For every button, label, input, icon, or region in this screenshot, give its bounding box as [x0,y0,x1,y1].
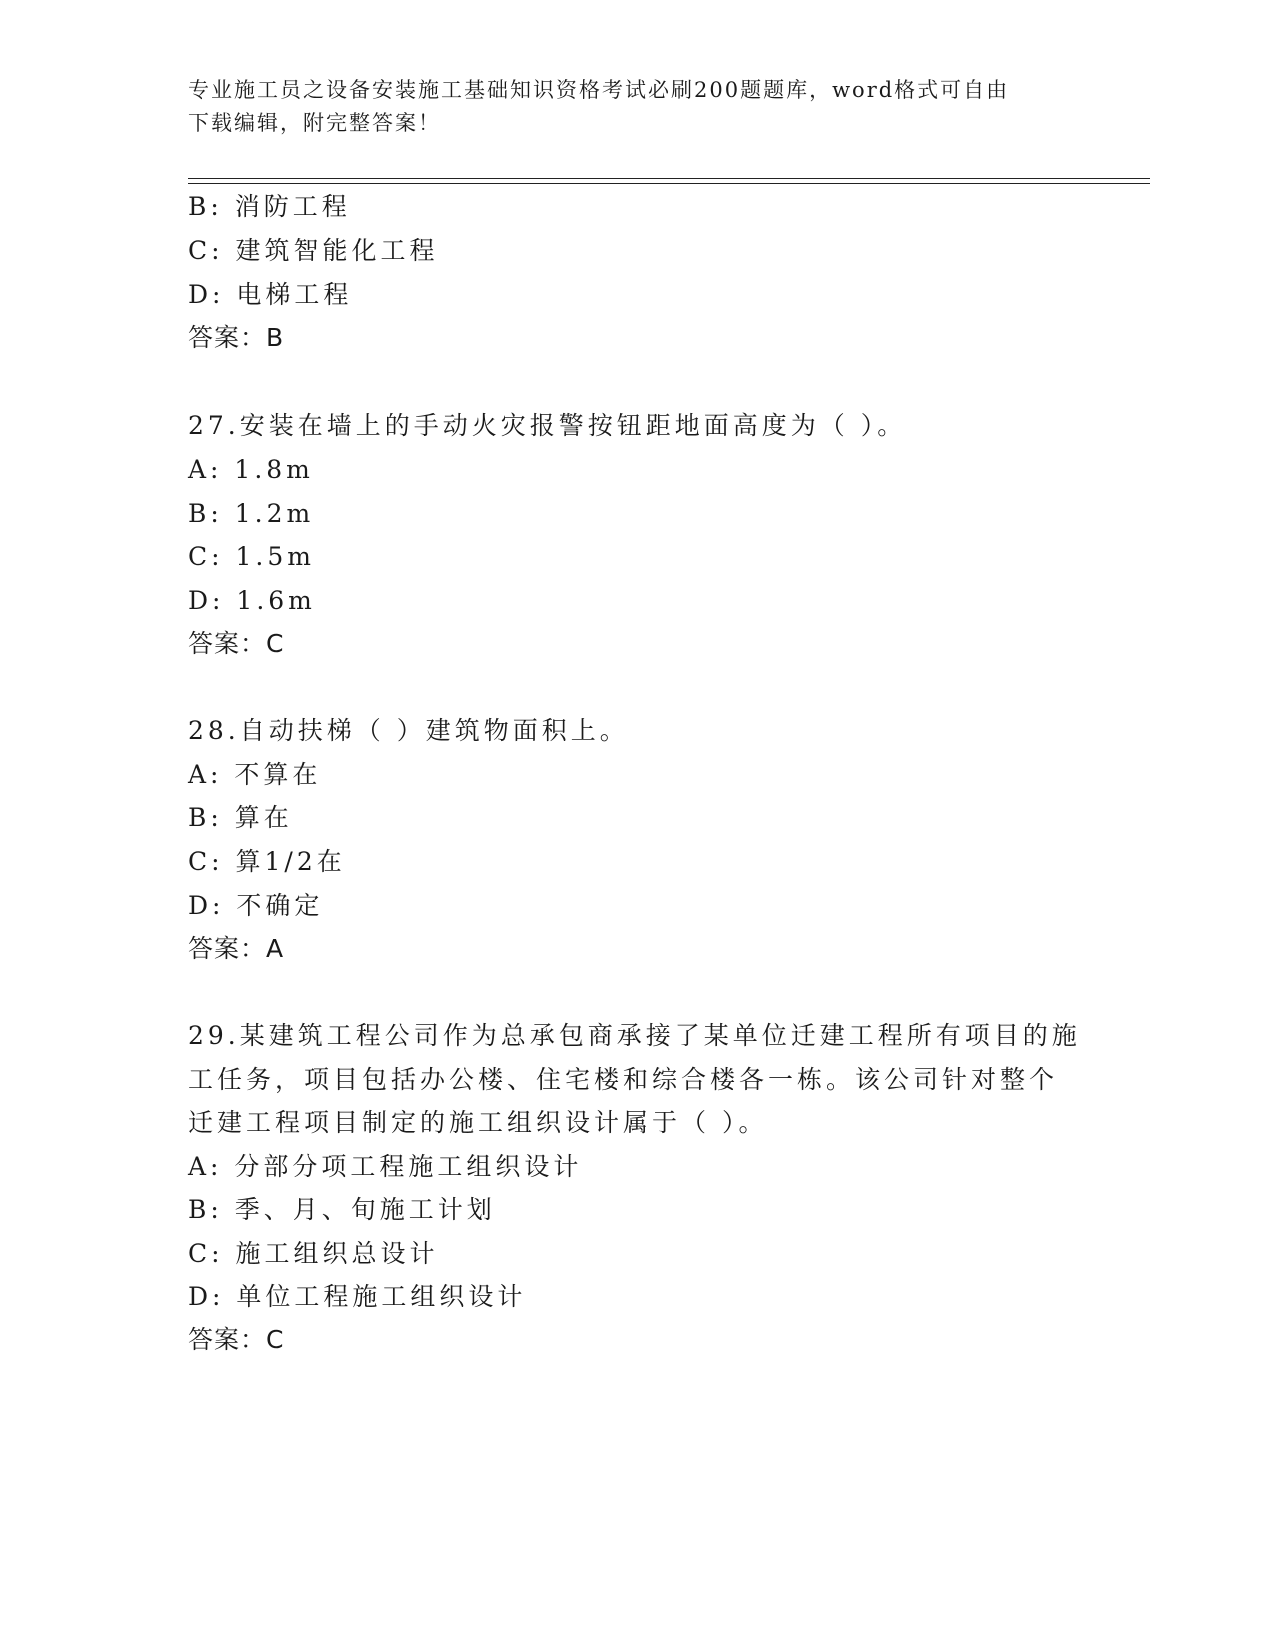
q27-option-a: A: 1.8m [188,455,314,484]
q28-option-d: D: 不确定 [188,891,324,920]
q27-answer: 答案：C [188,629,285,658]
q28-option-b: B: 算在 [188,803,293,832]
q27-option-c: C: 1.5m [188,542,315,571]
header-divider-bottom [188,183,1150,184]
q29-stem-line-3: 迁建工程项目制定的施工组织设计属于（ ）。 [188,1108,768,1137]
q28-option-c: C: 算1/2在 [188,847,346,876]
q26-option-d: D: 电梯工程 [188,280,353,309]
q29-stem-line-1: 29.某建筑工程公司作为总承包商承接了某单位迁建工程所有项目的施 [188,1021,1081,1050]
q29-option-a: A: 分部分项工程施工组织设计 [188,1152,583,1181]
q26-answer: 答案：B [188,323,285,352]
q27-stem: 27.安装在墙上的手动火灾报警按钮距地面高度为（ ）。 [188,411,907,440]
q29-stem-line-2: 工任务，项目包括办公楼、住宅楼和综合楼各一栋。该公司针对整个 [188,1065,1059,1094]
q27-option-b: B: 1.2m [188,499,315,528]
document-header [188,74,1068,140]
q29-answer: 答案：C [188,1325,285,1354]
q28-answer: 答案：A [188,934,285,963]
q28-stem: 28.自动扶梯（ ）建筑物面积上。 [188,716,629,745]
q26-option-b: B: 消防工程 [188,192,351,221]
q27-option-d: D: 1.6m [188,586,316,615]
header-line-2: 下载编辑，附完整答案！ [188,111,441,135]
header-divider-top [188,178,1150,179]
q29-option-d: D: 单位工程施工组织设计 [188,1282,527,1311]
q28-option-a: A: 不算在 [188,760,322,789]
q29-option-c: C: 施工组织总设计 [188,1239,439,1268]
header-line-1: 专业施工员之设备安装施工基础知识资格考试必刷200题题库，word格式可自由 [188,78,1010,102]
q29-option-b: B: 季、月、旬施工计划 [188,1195,496,1224]
q26-option-c: C: 建筑智能化工程 [188,236,439,265]
